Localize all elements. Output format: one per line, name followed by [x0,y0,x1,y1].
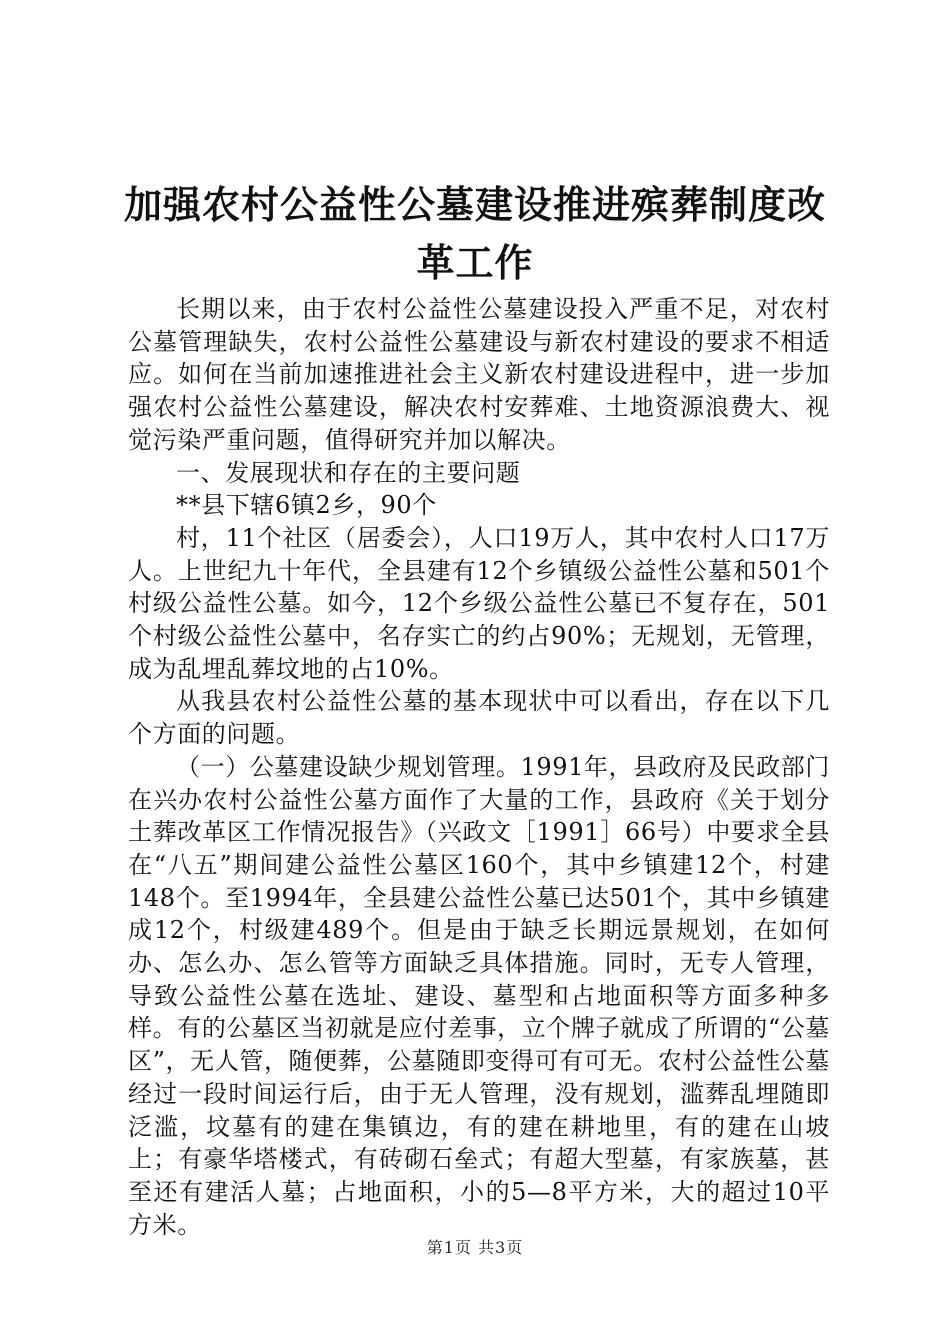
paragraph-problems-lead: 从我县农村公益性公墓的基本现状中可以看出，存在以下几个方面的问题。 [128,687,830,749]
section-heading: 一、发展现状和存在的主要问题 [176,458,521,487]
paragraph-intro: 长期以来，由于农村公益性公墓建设投入严重不足，对农村公墓管理缺失，农村公益性公墓建设与新农村建设的要求不相适应。如何在当前加速推进社会主义新农村建设进程中，进一步加强农村公益性公墓建设，解决农村安葬难、土地资源浪费大、视觉污染严重问题，值得研究并加以解决。 [128,295,830,454]
document-body [128,293,830,1241]
paragraph-county-summary: **县下辖6镇2乡，90个 [176,491,437,520]
document-title: 加强农村公益性公墓建设推进殡葬制度改革工作 [123,183,826,285]
paragraph-problem-one: （一）公墓建设缺少规划管理。1991年，县政府及民政部门在兴办农村公益性公墓方面作了大量的工作，县政府《关于划分土葬改革区工作情况报告》（兴政文［1991］66号）中要求全县在“八五”期间建公益性公墓区160个，其中乡镇建12个，村建148个。至1994年，全县建公益性公墓已达501个，其中乡镇建成12个，村级建489个。但是由于缺乏长期远景规划，在如何办、怎么办、怎么管等方面缺乏具体措施。同时，无专人管理，导致公益性公墓在选址、建设、墓型和占地面积等方面多种多样。有的公墓区当初就是应付差事，立个牌子就成了所谓的“公墓区”，无人管，随便葬，公墓随即变得可有可无。农村公益性公墓经过一段时间运行后，由于无人管理，没有规划，滥葬乱埋随即泛滥，坟墓有的建在集镇边，有的建在耕地里，有的建在山坡上；有豪华塔楼式，有砖砌石垒式；有超大型墓，有家族墓，甚至还有建活人墓；占地面积，小的5—8平方米，大的超过10平方米。 [128,752,830,1239]
paragraph-population: 村，11个社区（居委会），人口19万人，其中农村人口17万人。上世纪九十年代，全县建有12个乡镇级公益性公墓和501个村级公益性公墓。如今，12个乡级公益性公墓已不复存在，501个村级公益性公墓中，名存实亡的约占90%；无规划，无管理，成为乱埋乱葬坟地的占10%。 [128,523,830,683]
page-footer: 第1页 共3页 [426,1238,524,1257]
